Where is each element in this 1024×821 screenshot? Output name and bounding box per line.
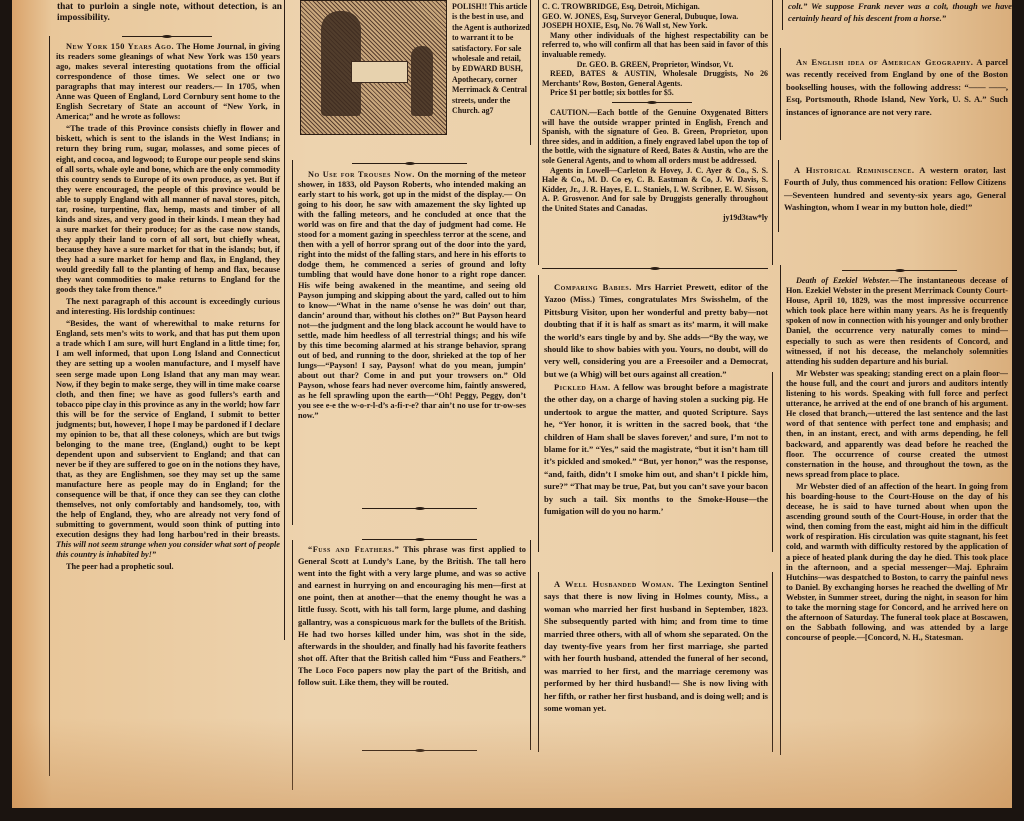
article-paragraph: A western orator, last Fourth of July, thus commenced his oration: Fellow Citizens—Seventeen hundred and seventy-six years ago, General Washington, whom I wear in my button hole, died!” xyxy=(784,165,1006,213)
lowell-agents-text: Agents in Lowell—Carleton & Hovey, J. C. Ayer & Co., S. S. Hale & Co., M. D. Co ey, C. B. Eastman & Co, J. W. Davis, S. Kidder, Jr., J. R. Hayes, E. L. Staniels, I. W. Scribner, E. W. Sisson, A. P. Grosvenor. And for sale by Druggists generally throughout the United States and Canadas. xyxy=(542,165,768,213)
column-separator xyxy=(122,36,212,37)
column-rule xyxy=(772,372,773,552)
newspaper-page xyxy=(12,0,1012,808)
article-paragraph: A fellow was brought before a magistrate the other day, on a charge of having stolen a sucking pig. He undertook to argue the matter, and quoted Scripture. Says he, “Yer honor, it is written in the sacred book, that ‘the children of Ham shall be slaves forever,’ and sure, I’m not to blame for it.” “Yes,” said the magistrate, “but it isn’t ham till it’s pickled and smoked.” “But, yer honor,” was the response, “and, faith, didn’t I smoke him out, and shan’t I pickle him, sure?” “That may be true, Pat, but you can’t save your bacon by such a tail. Six months to the Smoke-House—the fumigation will do you no harm.’ xyxy=(544,382,768,517)
column-rule xyxy=(530,0,531,145)
article-well-husbanded-woman xyxy=(544,578,768,716)
article-paragraph: The Home Journal, in giving its readers some gleanings of what New York was 150 years ago, makes several interesting quotations from the official correspondence of those times. We select one or two paragraphs that may interest our readers.— In 1705, when Anne was Queen of England, Lord Cornbury sent home to the English Secretary of State an account of “New York, in America;” and he wrote as follows: xyxy=(56,42,280,122)
top-fragment-text: colt.” We suppose Frank never was a colt, though we have certainly heard of his descent from a horse.” xyxy=(788,1,1012,24)
article-pickled-ham xyxy=(544,381,768,519)
ad-code: jy19d3taw*ly xyxy=(722,213,768,223)
testimonial-line: JOSEPH HOXIE, Esq, No. 76 Wall st, New York. xyxy=(542,21,708,31)
article-italic-quote: This will not seem strange when you consider what sort of people this country is inhabited by!” xyxy=(56,540,280,560)
article-comparing-babies xyxy=(544,281,768,382)
article-title: A Historical Reminiscence. xyxy=(794,165,915,175)
article-paragraph: Mrs Harriet Prewett, editor of the Yazoo (Miss.) Times, congratulates Mrs Swisshelm, of the Pittsburg Visitor, upon her wonderful and pretty baby—not doubting that if it is half as smart as its’ marm, it will make the world’s ears tingle by and by. She adds—“By the way, we should like to show babies with you. Yours, no doubt, will do very well, considering you are a Freesoiler and a Democrat, but we (a Whig) will bet ours against all creation.” xyxy=(544,282,769,379)
article-new-york-150-years xyxy=(56,42,280,574)
article-paragraph: —The instantaneous decease of Hon. Ezekiel Webster in the present Merrimack County Court-House, April 10, 1829, was the most impressive occurrence which took place here within many years. As he is frequently spoken of now in connection with his younger and only brother Daniel, the occurrence very naturally comes to mind—especially to such as were then residents of Concord, and witnessed, if not his decease, the melancholy solemnities attending his sudden departure and his burial. xyxy=(786,276,1008,366)
column-rule xyxy=(778,160,779,232)
article-paragraph: The Lexington Sentinel says that there is now living in Holmes county, Miss., a woman who married her first husband in September, 1823. She subsequently parted with him; and from time to time married three others, with all of whom she separated. On the day twenty-five years from her first marriage, she parted with her fourth husband, attended the funeral of her second, was married to her first, and the marriage ceremony was performed by her third husband!— She is now living with her fifth, or rather her first husband, and is doing well; and is some woman yet. xyxy=(544,579,768,714)
price-line: Price $1 per bottle; six bottles for $5. xyxy=(550,88,674,98)
article-death-of-ezekiel-webster xyxy=(786,276,1008,645)
article-title: No Use for Trouses Now. xyxy=(308,170,415,179)
article-paragraph: A parcel was recently received from England by one of the Boston bookselling houses, with the following address: “—— ——, Esq, Portsmouth, Rhode Island, New York, U. S. A.” Such instances of ignorance are not very rare. xyxy=(786,57,1008,117)
top-fragment-text: that to purloin a single note, without detection, is an impossibility. xyxy=(57,2,282,23)
article-paragraph: This phrase was first applied to General Scott at Lundy’s Lane, by the British. The tall hero went into the fight with a very large plume, and was so active and earnest in hurrying on and encouraging his men—first at one point, then at another—that the enemy thought he was a little fussy. Scott, with his tall form, large plume, and dashing gallantry, was a conspicuous mark for the bullets of the British. He had two horses killed under him, was shot in the side, afterwards in the shoulder, and finally had his favorite feathers shot off. After that the British called him “Fuss and Feathers.” The Loco Foco papers now play the part of the British, and follow suit. Like them, they will be routed. xyxy=(298,545,526,688)
article-title: An English idea of American Geography. xyxy=(796,57,974,67)
column-separator xyxy=(352,163,467,164)
woodcut-table xyxy=(351,61,408,83)
ad-text: POLISH!! This article is the best in use, and the Agent is authorized to warrant it to be satisfactory. For sale wholesale and retail, by EDWARD BUSH, Apothecary, corner Merrimack & Central streets, under the Church. ag7 xyxy=(452,2,530,116)
column-rule xyxy=(772,572,773,752)
col4-top-fragment xyxy=(788,0,1012,25)
article-fuss-and-feathers xyxy=(298,544,526,691)
column-rule xyxy=(780,265,781,755)
agents-line: REED, BATES & AUSTIN, Wholesale Druggists, No 26 Merchants’ Row, Boston, General Agents. xyxy=(542,69,768,88)
article-paragraph: On the morning of the meteor shower, in 1833, old Payson Roberts, who intended making an early start to his work, got up in the midst of the display.— On going to his door, he saw with amazement the sky lighted up with the falling meteors, and he concluded at once that the world was on fire and that the day of judgment had come. He stood for a moment gazing in speechless terror at the scene, and then with a yell of horror sprang out of the door into the yard, right into the midst of the falling stars, and here in his efforts to dodge them, he commenced a series of ground and lofty tumbling that would have done honor to a right rope dancer. His wife being awakened in the meantime, and seeing old Payson jumping and skipping about the yard, called out to him to know—“What in the name o’sense he was doin’ out thar, dancin’ around thar, without his clothes on?” But Payson heard not—the judgment and the long black account he would have to settle, made him heedless of all terrestrial things; and his wife by this time becoming alarmed at his strange behavior, sprang out of bed, and running to the door, shrieked at the top of her lungs—“Payson! I say, Payson! what do you mean, jumpin’ about out thar? Come in and put your trowsers on.” Old Payson, whose fears had never overcome him, faintly answered, as he fell sprawling upon the earth—“Oh! Peggy, Peggy, don’t you see e-e the w-o-r-l-d’s a-fi-r-e? thar ain’t no use for tr-ow-ses now.” xyxy=(298,170,527,421)
column-rule xyxy=(538,572,539,752)
article-paragraph: Mr Webster died of an affection of the heart. In going from his boarding-house to the Court-House on the day of his decease, he is said to have turned about when upon the ascending ground south of the Court-House, in order that the wind, then coming from the east, might aid him in the difficult work of respiration. His circulation was quite stagnant, his feet cold, and warmth with difficulty restored by the application of a piece of heated plank during the day he died. This took place in the afternoon, and a special messenger—Maj. Ephraim Hutchins—was despatched to Boston, to carry the painful news to Daniel. By exchanging horses he reached the dwelling of Mr Webster, in Summer street, during the night, in season for him to take the morning stage for Concord, and he arrived here on the afternoon of Saturday. The funeral took place at Boscawen, on the Sabbath following, and was attended by a large concourse of people.—[Concord, N. H., Statesman. xyxy=(786,481,1008,643)
caution-text: CAUTION.—Each bottle of the Genuine Oxygenated Bitters will have the outside wrapper printed in English, French and Spanish, with the signature of Geo. B. Green, Proprietor, upon three sides, and in addition, a finely engraved label upon the top of the bottle, with the signature of Reed, Bates & Austin, who are the sole General Agents, and to whom all orders must be addressed. xyxy=(542,107,768,165)
column-separator xyxy=(842,270,957,271)
ad-separator xyxy=(612,102,692,103)
column-rule xyxy=(780,48,781,140)
article-title: A Well Husbanded Woman. xyxy=(554,579,675,589)
column-rule xyxy=(538,372,539,552)
column-separator xyxy=(362,508,477,509)
col1-top-fragment xyxy=(57,2,282,24)
testimonial-note: Many other individuals of the highest respectability can be referred to, who will confirm all that has been said in favor of this invaluable remedy. xyxy=(542,30,768,59)
woodcut-child-figure xyxy=(411,46,433,116)
column-separator xyxy=(542,268,768,269)
article-title: “Fuss and Feathers.” xyxy=(308,545,400,554)
column-separator xyxy=(362,750,477,751)
testimonial-line: C. C. TROWBRIDGE, Esq, Detroit, Michigan. xyxy=(542,2,700,11)
article-english-idea-geography xyxy=(786,56,1008,120)
column-rule xyxy=(782,0,783,30)
article-paragraph: “Besides, the want of wherewithal to make returns for England, sets men’s wits to work, and that has put them upon a trade which I am sure, will hurt England in a little time; for, I am well informed, that upon Long Island and Connecticut they are setting up a woolen manufacture, and I myself have seen serge made upon Long Island that any man may wear. Now, if they begin to make serge, they will in time make coarse cloth, and then fine; we have as good fullers’s earth and tobacco pipe clay in this province as any in the world; how farr this will be for the service of England, I submit to better judgments; but, however, I hope I may be pardoned if I declare my opinion to be, that all these coloneys, which are but twigs belonging to the mane tree, (England,) ought to be kept dependent upon and subservient to England; and that can never be if they are suffered to goe on in the notions they have, that, as they are Englishmen, soe they may set up the same manufacture here as people may do in England; for the consequence will be that, if once they can see they can clothe themselves, not only comfortably and handsomely, too, with the help of England, they, who are already not very fond of submitting to government, would soon think of putting into execution designs they had long harbou’red in their breasts. xyxy=(56,319,280,540)
woodcut-illustration xyxy=(300,0,447,135)
testimonial-line: GEO. W. JONES, Esq, Surveyor General, Dubuque, Iowa. xyxy=(542,11,739,21)
article-paragraph: Mr Webster was speaking; standing erect on a plain floor—the house full, and the court and jurors and auditors intently listening to his words. Speaking with full force and perfect utterance, he arrived at the end of one branch of his argument. He closed that branch,—uttered the last sentence and the last word of that sentence with perfect tone and emphasis; and then, in an instant, erect, and with arms depending, he fell backward, and apparently was dead before he reached the floor. The occurrence of course created the utmost consternation in the house, and throughout the town, as the news spread from place to place. xyxy=(786,368,1008,479)
advertisement-oxygenated-bitters xyxy=(542,2,768,223)
column-rule xyxy=(530,540,531,750)
article-title: Death of Ezekiel Webster. xyxy=(796,276,891,285)
article-title: Comparing Babies. xyxy=(554,282,632,292)
advertisement-polish xyxy=(452,2,530,116)
column-rule xyxy=(292,540,293,790)
article-historical-reminiscence xyxy=(784,164,1006,216)
column-rule xyxy=(538,0,539,265)
article-title: New York 150 Years Ago. xyxy=(66,42,175,51)
article-paragraph: “The trade of this Province consists chiefly in flower and biskett, which is sent to the islands in the West Indians; in return they bring rum, sugar, molasses, and some pieces of eight, and cocoa, and logwood; to Europe our people send skins of all sorts, whale oyle and bone, which are the only commodity this country sends to Europe of its own produce, as yet. But if they were encouraged, the people of this province would be able to supply England with all manner of naval stores, pitch, tar, rosine, turpentine, flax, hemp, masts and timber of all kinds and sizes, and very good in their kinds. I mean they had a sure market for their produce; for as the case now stands, they apply their land to corn of all sort, but chiefly wheat, because they have a sure market for that in the islands; but, if they had a sure market for hemp and flax, in England, they would greedily fall to the planting of hemp and flax, because they want commodities to make returns to England for the goods they take from thence.” xyxy=(56,124,280,295)
article-paragraph: The next paragraph of this account is exceedingly curious and interesting. His lordship continues: xyxy=(56,297,280,317)
article-no-use-for-trouses xyxy=(298,170,526,423)
column-rule xyxy=(538,275,539,385)
column-rule xyxy=(284,0,285,640)
column-rule xyxy=(292,160,293,525)
proprietor-line: Dr. GEO. B. GREEN, Proprietor, Windsor, Vt. xyxy=(576,59,734,69)
column-rule xyxy=(49,36,50,776)
article-paragraph: The peer had a prophetic soul. xyxy=(66,562,174,572)
column-rule xyxy=(772,0,773,265)
article-title: Pickled Ham. xyxy=(554,382,611,392)
column-separator xyxy=(362,539,477,540)
